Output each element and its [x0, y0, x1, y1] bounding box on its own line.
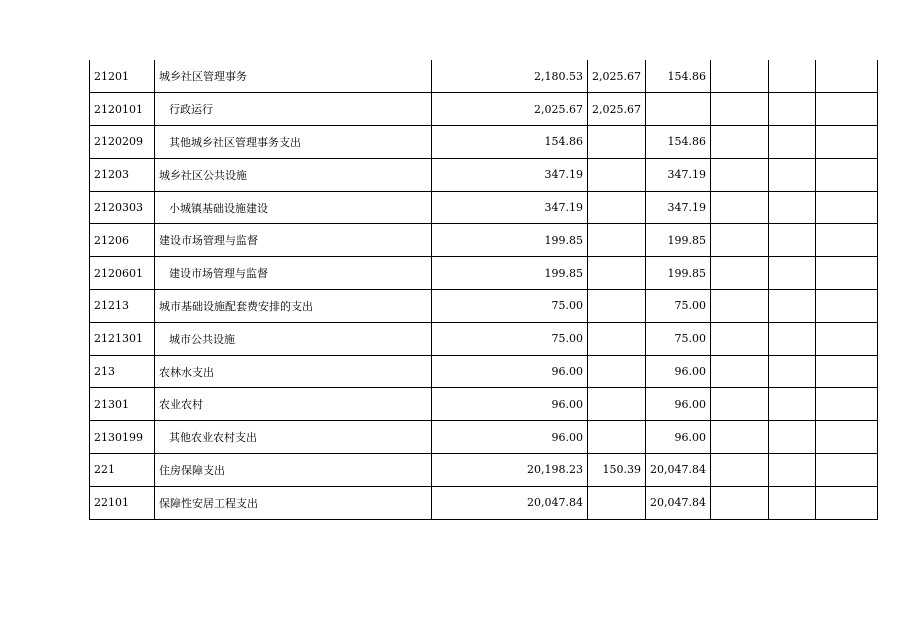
project-expenditure-cell: 96.00 — [646, 388, 711, 421]
empty-cell — [815, 224, 877, 257]
empty-cell — [815, 191, 877, 224]
total-amount-cell: 96.00 — [432, 421, 588, 454]
basic-expenditure-cell: 150.39 — [588, 454, 646, 487]
empty-cell — [710, 486, 768, 519]
table-row — [90, 486, 878, 519]
project-expenditure-cell: 20,047.84 — [646, 486, 711, 519]
empty-cell — [815, 421, 877, 454]
empty-cell — [768, 60, 815, 93]
total-amount-cell: 2,180.53 — [432, 60, 588, 93]
subject-code-cell: 221 — [90, 454, 155, 487]
subject-name-cell: 保障性安居工程支出 — [155, 486, 432, 519]
empty-cell — [710, 93, 768, 126]
empty-cell — [768, 158, 815, 191]
empty-cell — [768, 93, 815, 126]
empty-cell — [815, 60, 877, 93]
empty-cell — [768, 322, 815, 355]
subject-name-cell: 城市公共设施 — [155, 322, 432, 355]
subject-code-cell: 2130199 — [90, 421, 155, 454]
basic-expenditure-cell — [588, 257, 646, 290]
table-row — [90, 454, 878, 487]
basic-expenditure-cell: 2,025.67 — [588, 60, 646, 93]
subject-name-cell: 建设市场管理与监督 — [155, 257, 432, 290]
empty-cell — [710, 322, 768, 355]
subject-code-cell: 2120303 — [90, 191, 155, 224]
empty-cell — [768, 388, 815, 421]
subject-name-cell: 其他城乡社区管理事务支出 — [155, 126, 432, 159]
empty-cell — [710, 191, 768, 224]
total-amount-cell: 154.86 — [432, 126, 588, 159]
empty-cell — [815, 486, 877, 519]
basic-expenditure-cell — [588, 322, 646, 355]
subject-code-cell: 21301 — [90, 388, 155, 421]
empty-cell — [768, 126, 815, 159]
table-row — [90, 224, 878, 257]
table-row — [90, 290, 878, 323]
subject-code-cell: 2120209 — [90, 126, 155, 159]
empty-cell — [710, 257, 768, 290]
basic-expenditure-cell — [588, 355, 646, 388]
basic-expenditure-cell — [588, 421, 646, 454]
empty-cell — [815, 93, 877, 126]
empty-cell — [768, 454, 815, 487]
subject-code-cell: 21206 — [90, 224, 155, 257]
empty-cell — [815, 322, 877, 355]
empty-cell — [815, 355, 877, 388]
project-expenditure-cell: 154.86 — [646, 126, 711, 159]
project-expenditure-cell: 20,047.84 — [646, 454, 711, 487]
table-row — [90, 93, 878, 126]
empty-cell — [768, 421, 815, 454]
empty-cell — [768, 355, 815, 388]
total-amount-cell: 75.00 — [432, 290, 588, 323]
empty-cell — [710, 355, 768, 388]
project-expenditure-cell: 199.85 — [646, 257, 711, 290]
empty-cell — [815, 126, 877, 159]
project-expenditure-cell: 96.00 — [646, 355, 711, 388]
project-expenditure-cell: 96.00 — [646, 421, 711, 454]
basic-expenditure-cell — [588, 158, 646, 191]
subject-name-cell: 城乡社区管理事务 — [155, 60, 432, 93]
empty-cell — [815, 290, 877, 323]
empty-cell — [710, 126, 768, 159]
subject-code-cell: 213 — [90, 355, 155, 388]
subject-name-cell: 农业农村 — [155, 388, 432, 421]
subject-code-cell: 2120101 — [90, 93, 155, 126]
table-row — [90, 126, 878, 159]
subject-name-cell: 小城镇基础设施建设 — [155, 191, 432, 224]
table-row — [90, 191, 878, 224]
total-amount-cell: 347.19 — [432, 191, 588, 224]
total-amount-cell: 199.85 — [432, 257, 588, 290]
table-row — [90, 322, 878, 355]
total-amount-cell: 20,198.23 — [432, 454, 588, 487]
table-row — [90, 60, 878, 93]
empty-cell — [815, 388, 877, 421]
project-expenditure-cell: 154.86 — [646, 60, 711, 93]
empty-cell — [710, 224, 768, 257]
total-amount-cell: 20,047.84 — [432, 486, 588, 519]
empty-cell — [710, 60, 768, 93]
empty-cell — [710, 290, 768, 323]
subject-code-cell: 2120601 — [90, 257, 155, 290]
table-body — [90, 60, 878, 519]
subject-name-cell: 住房保障支出 — [155, 454, 432, 487]
total-amount-cell: 2,025.67 — [432, 93, 588, 126]
subject-name-cell: 建设市场管理与监督 — [155, 224, 432, 257]
table-row — [90, 388, 878, 421]
empty-cell — [768, 257, 815, 290]
project-expenditure-cell — [646, 93, 711, 126]
subject-code-cell: 21203 — [90, 158, 155, 191]
empty-cell — [710, 454, 768, 487]
basic-expenditure-cell — [588, 486, 646, 519]
total-amount-cell: 199.85 — [432, 224, 588, 257]
empty-cell — [768, 486, 815, 519]
basic-expenditure-cell: 2,025.67 — [588, 93, 646, 126]
project-expenditure-cell: 75.00 — [646, 322, 711, 355]
subject-name-cell: 城市基础设施配套费安排的支出 — [155, 290, 432, 323]
budget-expenditure-table — [89, 60, 878, 520]
basic-expenditure-cell — [588, 191, 646, 224]
subject-name-cell: 其他农业农村支出 — [155, 421, 432, 454]
empty-cell — [710, 158, 768, 191]
basic-expenditure-cell — [588, 290, 646, 323]
total-amount-cell: 96.00 — [432, 355, 588, 388]
empty-cell — [768, 191, 815, 224]
empty-cell — [815, 158, 877, 191]
empty-cell — [815, 257, 877, 290]
subject-name-cell: 行政运行 — [155, 93, 432, 126]
subject-code-cell: 21213 — [90, 290, 155, 323]
empty-cell — [815, 454, 877, 487]
empty-cell — [710, 421, 768, 454]
project-expenditure-cell: 75.00 — [646, 290, 711, 323]
table-row — [90, 355, 878, 388]
subject-name-cell: 农林水支出 — [155, 355, 432, 388]
basic-expenditure-cell — [588, 224, 646, 257]
subject-code-cell: 22101 — [90, 486, 155, 519]
table-row — [90, 421, 878, 454]
empty-cell — [710, 388, 768, 421]
project-expenditure-cell: 199.85 — [646, 224, 711, 257]
subject-name-cell: 城乡社区公共设施 — [155, 158, 432, 191]
project-expenditure-cell: 347.19 — [646, 158, 711, 191]
subject-code-cell: 2121301 — [90, 322, 155, 355]
table-row — [90, 158, 878, 191]
total-amount-cell: 96.00 — [432, 388, 588, 421]
project-expenditure-cell: 347.19 — [646, 191, 711, 224]
basic-expenditure-cell — [588, 126, 646, 159]
total-amount-cell: 75.00 — [432, 322, 588, 355]
empty-cell — [768, 224, 815, 257]
subject-code-cell: 21201 — [90, 60, 155, 93]
table-row — [90, 257, 878, 290]
empty-cell — [768, 290, 815, 323]
total-amount-cell: 347.19 — [432, 158, 588, 191]
basic-expenditure-cell — [588, 388, 646, 421]
